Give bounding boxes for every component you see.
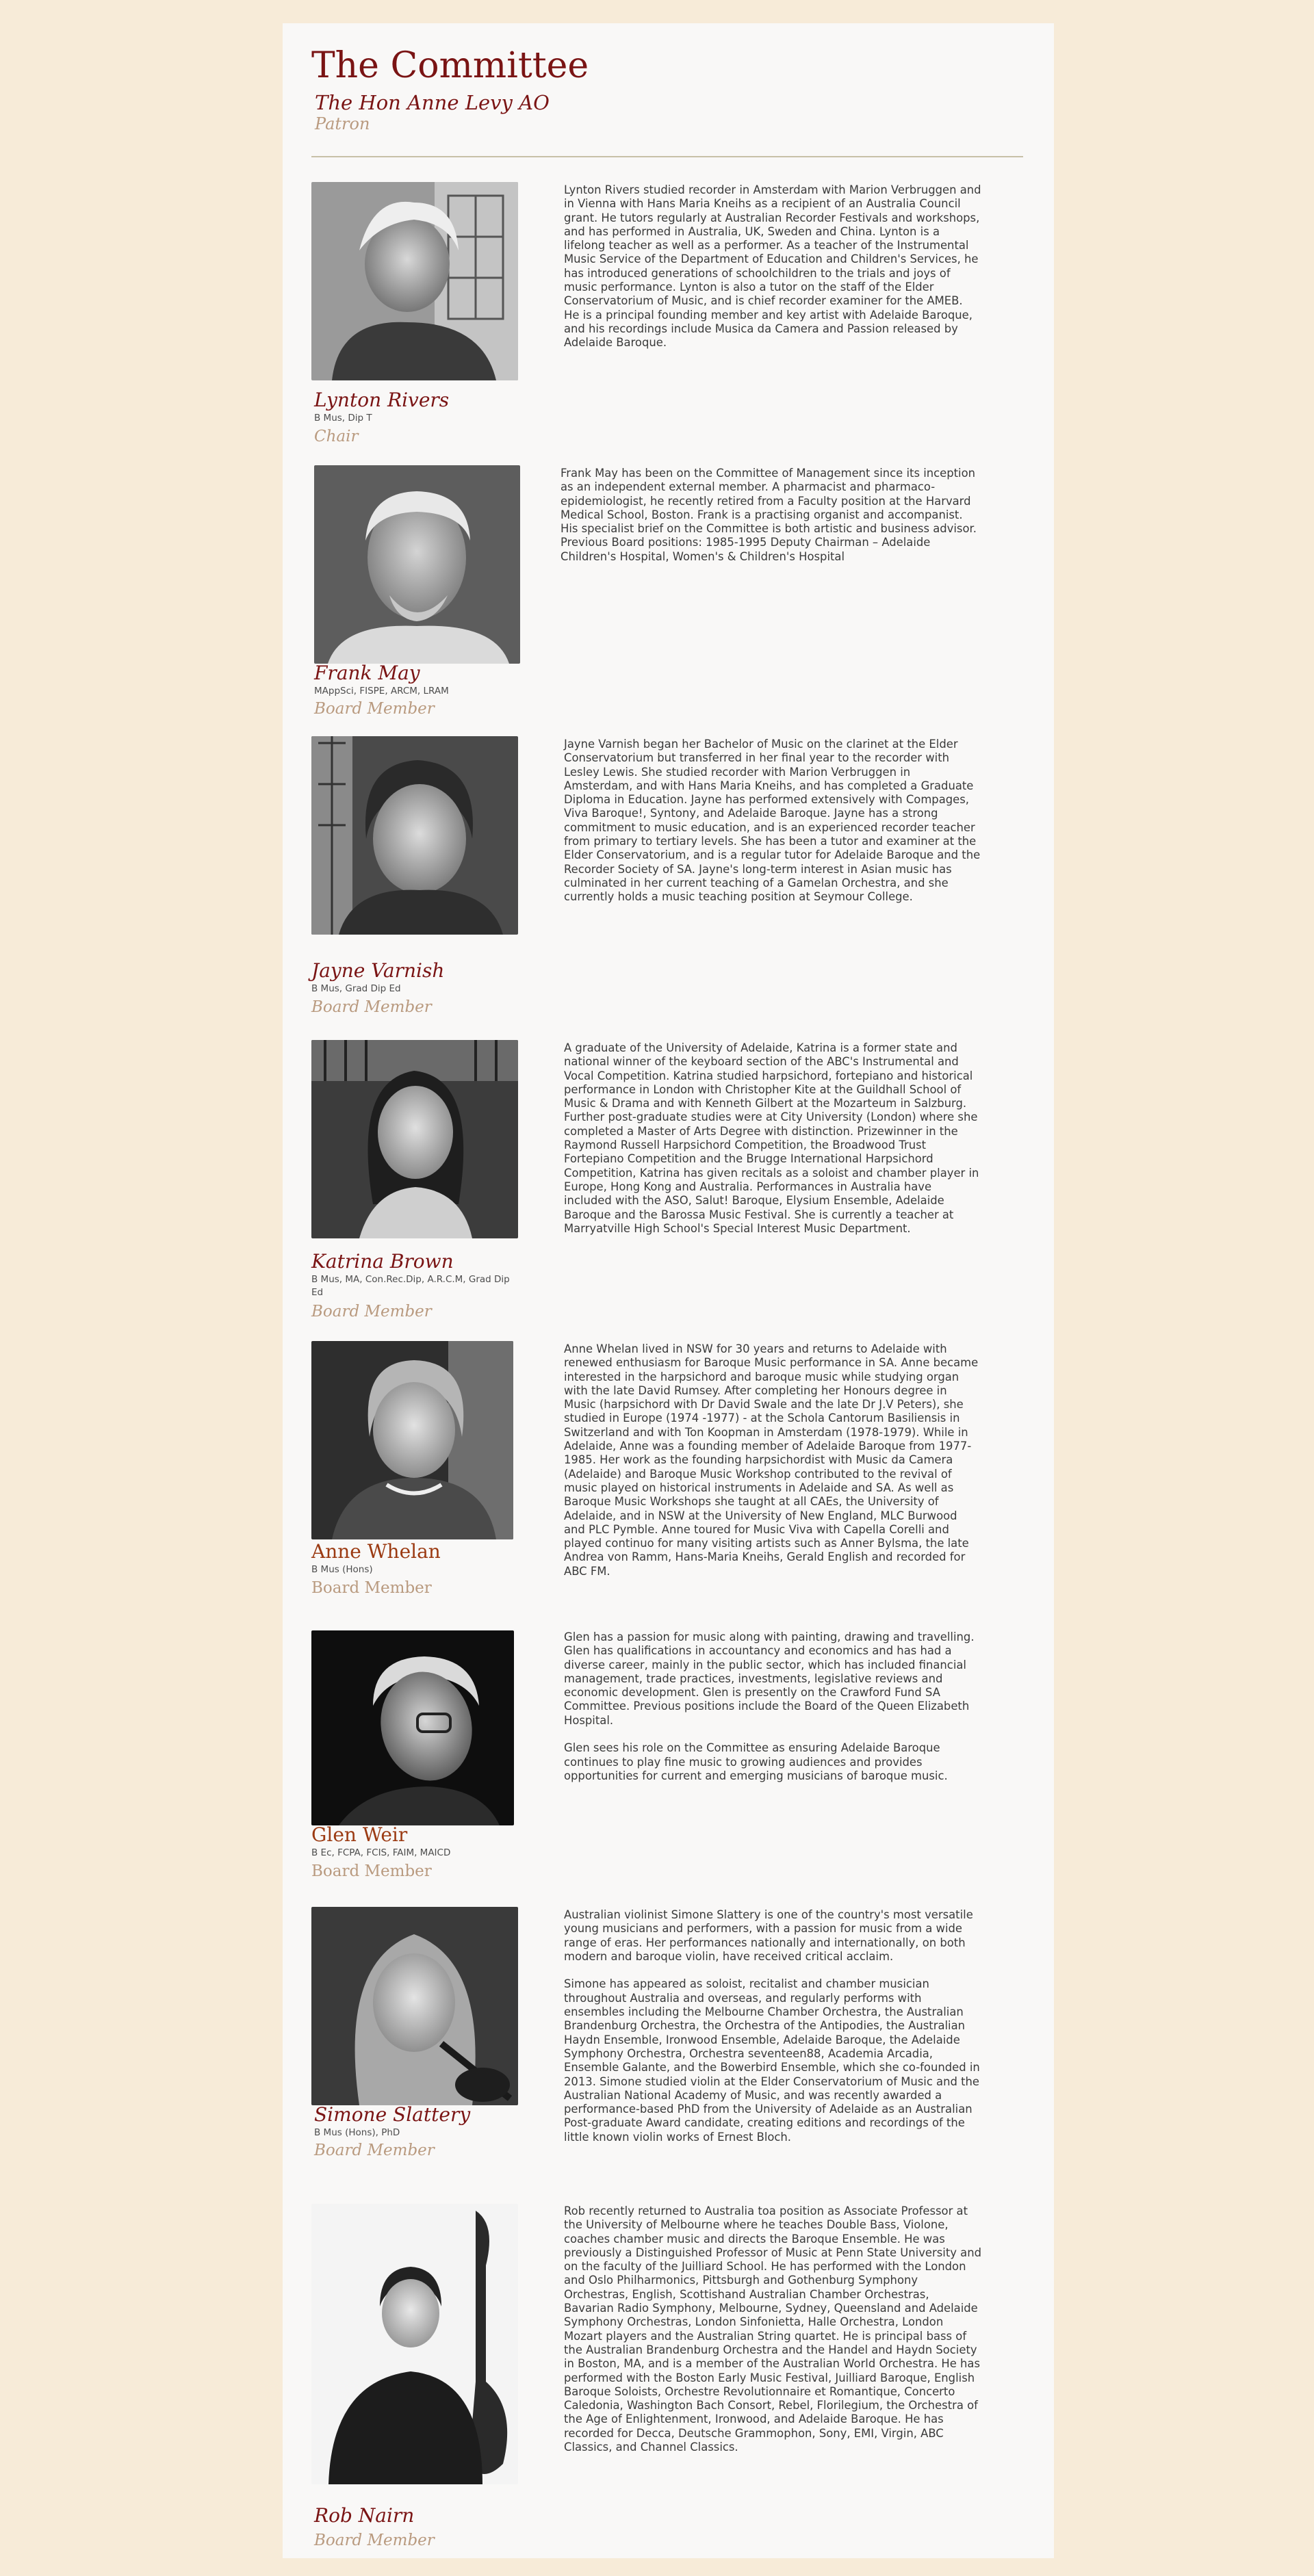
member-bio	[564, 2204, 981, 2454]
member-bio	[564, 1908, 981, 2144]
member-credentials: B Mus, Grad Dip Ed	[311, 983, 401, 994]
bio-paragraph: Australian violinist Simone Slattery is one of the country's most versatile young musicians and performers, with a passion for music from a wide range of eras. Her performances nationally and internationally, on both modern and baroque violin, have received critical acclaim.	[564, 1908, 973, 1963]
member-photo	[311, 182, 518, 380]
member-name: Rob Nairn	[314, 2504, 415, 2527]
member-name: Simone Slattery	[314, 2103, 471, 2126]
member-bio	[564, 1630, 981, 1783]
member-photo	[311, 1630, 514, 1825]
member-bio	[561, 467, 978, 564]
member-name: Jayne Varnish	[311, 959, 445, 982]
bio-paragraph: A graduate of the University of Adelaide, Katrina is a former state and national winner of the keyboard section of the ABC's Instrumental and Vocal Competition. Katrina studied harpsichord, fortepiano and historical performance in London with Christopher Kite at the Guildhall School of Music & Drama and with Kenneth Gilbert at the Mozarteum in Salzburg. Further post-graduate studies were at City University (London) where she completed a Master of Arts Degree with distinction. Prizewinner in the Raymond Russell Harpsichord Competition, the Broadwood Trust Fortepiano Competition and the Brugge International Harpsichord Competition, Katrina has given recitals as a soloist and chamber player in Europe, Hong Kong and Australia. Performances in Australia have included with the ASO, Salut! Baroque, Elysium Ensemble, Adelaide Baroque and the Barossa Music Festival. She is currently a teacher at Marryatville High School's Special Interest Music Department.	[564, 1041, 979, 1235]
member-credentials: B Mus, Dip T	[314, 413, 372, 424]
bio-paragraph: Frank May has been on the Committee of Management since its inception as an independent external member. A pharmacist and pharmaco-epidemiologist, he recently retired from a Faculty position at the Harvard Medical School, Boston. Frank is a practising organist and accompanist. His specialist brief on the Committee is both artistic and business advisor. Previous Board positions: 1985-1995 Deputy Chairman – Adelaide Children's Hospital, Women's & Children's Hospital	[561, 467, 977, 563]
member-credentials: B Mus (Hons)	[311, 1564, 373, 1575]
member-photo	[311, 1907, 518, 2105]
member-role: Board Member	[314, 2532, 435, 2549]
member-photo	[311, 1040, 518, 1238]
divider	[311, 156, 1023, 157]
member-bio	[564, 1041, 981, 1236]
member-name: Anne Whelan	[311, 1540, 441, 1563]
bio-paragraph: Glen has a passion for music along with painting, drawing and travelling. Glen has qualifications in accountancy and economics and has had a diverse career, mainly in the public sector, which has included financial management, trade practices, investments, legislative reviews and economic development. Glen is presently on the Crawford Fund SA Committee. Previous positions include the Board of the Queen Elizabeth Hospital.	[564, 1630, 975, 1727]
bio-paragraph: Jayne Varnish began her Bachelor of Music on the clarinet at the Elder Conservatorium but transferred in her final year to the recorder with Lesley Lewis. She studied recorder with Marion Verbruggen in Amsterdam, and with Hans Maria Kneihs, and has completed a Graduate Diploma in Education. Jayne has performed extensively with Compages, Viva Baroque!, Syntony, and Adelaide Baroque. Jayne has a strong commitment to music education, and is an experienced recorder teacher from primary to tertiary levels. She has been a tutor and examiner at the Elder Conservatorium, and is a regular tutor for Adelaide Baroque and the Recorder Society of SA. Jayne's long-term interest in Asian music has culminated in her current teaching of a Gamelan Orchestra, and she currently holds a music teaching position at Seymour College.	[564, 738, 981, 904]
member-role: Board Member	[314, 2142, 435, 2159]
bio-paragraph: Rob recently returned to Australia toa position as Associate Professor at the University of Melbourne where he teaches Double Bass, Violone, coaches chamber music and directs the Baroque Ensemble. He was previously a Distinguished Professor of Music at Penn State University and on the faculty of the Juilliard School. He has performed with the London and Oslo Philharmonics, Pittsburgh and Gothenburg Symphony Orchestras, English, Scottishand Australian Chamber Orchestras, Bavarian Radio Symphony, Melbourne, Sydney, Queensland and Adelaide Symphony Orchestras, London Sinfonietta, Halle Orchestra, London Mozart players and the Australian String quartet. He is principal bass of the Australian Brandenburg Orchestra and the Handel and Haydn Society in Boston, MA, and is a member of the Australian World Orchestra. He has performed with the Boston Early Music Festival, Juilliard Baroque, English Baroque Soloists, Orchestre Revolutionnaire et Romantique, Concerto Caledonia, Washington Bach Consort, Rebel, Florilegium, the Orchestra of the Age of Enlightenment, Ironwood, and Adelaide Baroque. He has recorded for Decca, Deutsche Grammophon, Sony, EMI, Virgin, ABC Classics, and Channel Classics.	[564, 2204, 981, 2454]
member-photo	[311, 1341, 513, 1539]
member-role: Board Member	[311, 998, 432, 1016]
bio-paragraph: Simone has appeared as soloist, recitalist and chamber musician throughout Australia and overseas, and regularly performs with ensembles including the Melbourne Chamber Orchestra, the Australian Brandenburg Orchestra, the Orchestra of the Antipodies, the Australian Haydn Ensemble, Ironwood Ensemble, Adelaide Baroque, the Adelaide Symphony Orchestra, Orchestra seventeen88, Academia Arcadia, Ensemble Galante, and the Bowerbird Ensemble, which she co-founded in 2013. Simone studied violin at the Elder Conservatorium of Music and the Australian National Academy of Music, and was recently awarded a performance-based PhD from the University of Adelaide as an Australian Post-graduate Award candidate, creating editions and recordings of the little known violin works of Ernest Bloch.	[564, 1977, 980, 2144]
member-credentials: B Mus (Hons), PhD	[314, 2127, 400, 2138]
member-photo	[314, 465, 520, 664]
member-credentials: MAppSci, FISPE, ARCM, LRAM	[314, 686, 449, 697]
member-name: Katrina Brown	[311, 1250, 454, 1273]
member-name: Glen Weir	[311, 1823, 408, 1846]
patron-name: The Hon Anne Levy AO	[315, 91, 550, 114]
member-name: Frank May	[314, 662, 420, 684]
member-credentials: B Ec, FCPA, FCIS, FAIM, MAICD	[311, 1847, 451, 1858]
patron-role: Patron	[315, 114, 370, 133]
member-role: Board Member	[314, 700, 435, 718]
member-photo	[311, 736, 518, 935]
member-credentials: B Mus, MA, Con.Rec.Dip, A.R.C.M, Grad Dip Ed	[311, 1274, 510, 1298]
member-role: Board Member	[311, 1862, 432, 1880]
member-bio	[564, 738, 981, 905]
member-bio	[564, 1342, 981, 1578]
member-bio	[564, 183, 981, 350]
member-role: Chair	[314, 428, 359, 445]
bio-paragraph: Anne Whelan lived in NSW for 30 years and returns to Adelaide with renewed enthusiasm for Baroque Music performance in SA. Anne became interested in the harpsichord and baroque music while studying organ with the late David Rumsey. After completing her Honours degree in Music (harpsichord with Dr David Swale and the late Dr J.V Peters), she studied in Europe (1974 -1977) - at the Schola Cantorum Basiliensis in Switzerland and with Ton Koopman in Amsterdam (1978-1979). While in Adelaide, Anne was a founding member of Adelaide Baroque from 1977-1985. Her work as the founding harpsichordist with Music da Camera (Adelaide) and Baroque Music Workshop contributed to the revival of music played on historical instruments in Adelaide and SA. As well as Baroque Music Workshops she taught at all CAEs, the University of Adelaide, and in NSW at the University of New England, MLC Burwood and PLC Pymble. Anne toured for Music Viva with Capella Corelli and played continuo for many visiting artists such as Anner Bylsma, the late Andrea von Ramm, Hans-Maria Kneihs, Gerald English and recorded for ABC FM.	[564, 1342, 979, 1578]
member-role: Board Member	[311, 1303, 432, 1320]
member-name: Lynton Rivers	[314, 389, 450, 411]
member-photo	[311, 2204, 518, 2484]
bio-paragraph: Lynton Rivers studied recorder in Amsterdam with Marion Verbruggen and in Vienna with Hans Maria Kneihs as a recipient of an Australia Council grant. He tutors regularly at Australian Recorder Festivals and workshops, and has performed in Australia, UK, Sweden and China. Lynton is a lifelong teacher as well as a performer. As a teacher of the Instrumental Music Service of the Department of Education and Children's Services, he has introduced generations of schoolchildren to the trials and joys of music performance. Lynton is also a tutor on the staff of the Elder Conservatorium of Music, and is chief recorder examiner for the AMEB. He is a principal founding member and key artist with Adelaide Baroque, and his recordings include Musica da Camera and Passion released by Adelaide Baroque.	[564, 183, 981, 350]
member-role: Board Member	[311, 1579, 432, 1597]
bio-paragraph: Glen sees his role on the Committee as ensuring Adelaide Baroque continues to play fine music to growing audiences and provides opportunities for current and emerging musicians of baroque music.	[564, 1741, 948, 1782]
page-title: The Committee	[311, 45, 589, 86]
